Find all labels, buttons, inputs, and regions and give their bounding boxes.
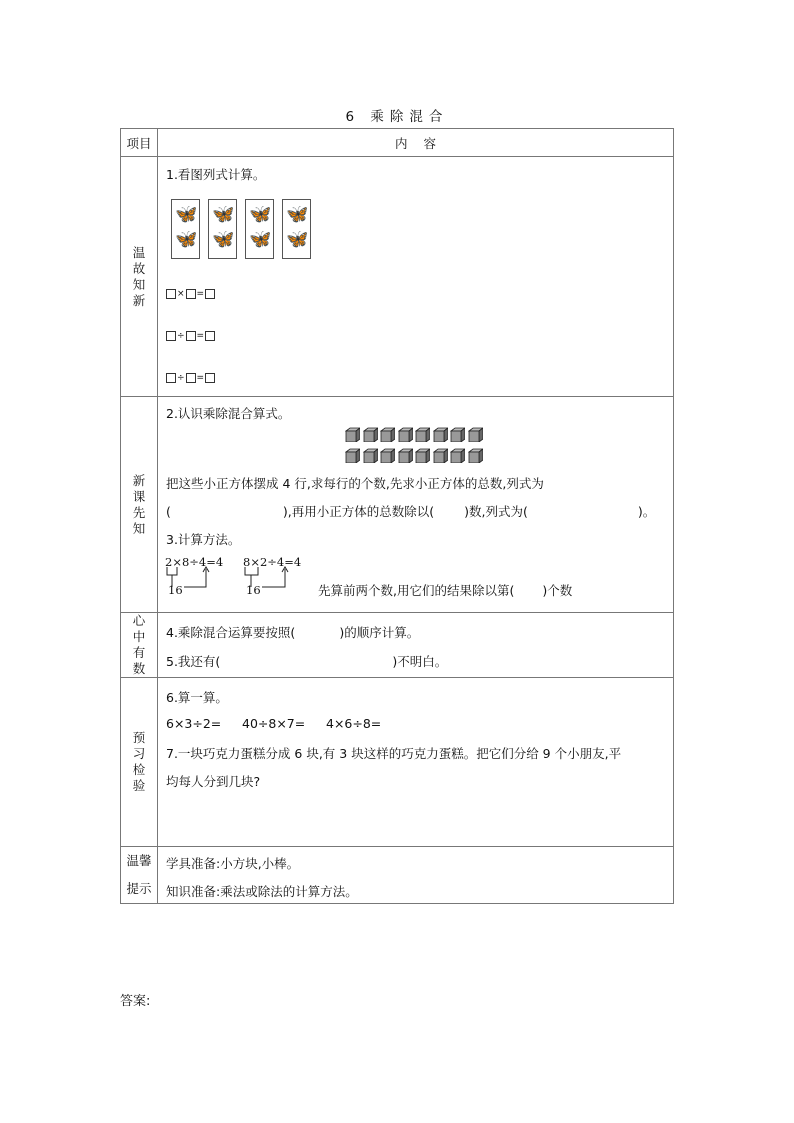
butterfly-card [282, 199, 311, 259]
answer-box[interactable] [205, 331, 215, 341]
cube-icon [363, 448, 378, 463]
cube-icon [398, 448, 413, 463]
page-title: 6 乘除混合 [345, 109, 449, 125]
operator: ÷ [177, 330, 185, 341]
cube-icon [415, 427, 430, 442]
question-6: 6.算一算。 [166, 690, 228, 705]
butterfly-icon: 🦋 [286, 204, 309, 225]
answer-box[interactable] [186, 331, 196, 341]
calc-subtotal-1: 16 [168, 583, 183, 597]
answer-box[interactable] [205, 373, 215, 383]
section-label-preview [121, 397, 158, 613]
question-1: 1.看图列式计算。 [166, 167, 266, 182]
tips-label-1: 温馨 [126, 853, 152, 868]
text-segment: 4.乘除混合运算要按照( [166, 625, 296, 640]
method-text [318, 581, 572, 599]
section-label-tips [121, 847, 158, 904]
text-segment: )不明白。 [392, 654, 448, 669]
answer-box[interactable] [205, 289, 215, 299]
butterfly-icon: 🦋 [249, 204, 272, 225]
text-segment: )数,列式为( [464, 504, 528, 519]
answer-box[interactable] [186, 373, 196, 383]
cube-icon [433, 427, 448, 442]
review-label: 温故知新 [132, 244, 146, 308]
blank-equation-div-1: ÷ = [166, 327, 215, 342]
cube-icon [380, 448, 395, 463]
cube-icon [433, 448, 448, 463]
header-content [158, 129, 674, 157]
answer-label: 答案: [120, 994, 151, 1009]
text-segment: )个数 [542, 583, 573, 598]
section-heart [158, 613, 674, 678]
paren-close: )。 [637, 504, 656, 519]
tip-knowledge: 知识准备:乘法或除法的计算方法。 [166, 884, 358, 899]
question-4 [166, 623, 419, 641]
butterfly-card [245, 199, 274, 259]
section-label-heart [121, 613, 158, 678]
paren-open: ( [166, 504, 171, 519]
operator: ÷ [177, 372, 185, 383]
question-3: 3.计算方法。 [166, 532, 241, 547]
butterfly-icon: 🦋 [249, 229, 272, 250]
answer-box[interactable] [186, 289, 196, 299]
section-check [158, 678, 674, 847]
cube-icon [363, 427, 378, 442]
cube-icon [345, 448, 360, 463]
text-segment: ),再用小正方体的总数除以( [282, 504, 435, 519]
cube-icon [398, 427, 413, 442]
cube-icon [450, 427, 465, 442]
blank-equation-div-2: ÷ = [166, 369, 215, 384]
calc-example-1: 2×8÷4=4 [165, 555, 224, 569]
butterfly-icon: 🦋 [212, 204, 235, 225]
butterfly-card [208, 199, 237, 259]
butterfly-icon: 🦋 [286, 229, 309, 250]
lesson-table [120, 128, 674, 904]
check-label: 预习检验 [132, 730, 146, 793]
question-7-line2: 均每人分到几块? [166, 774, 261, 789]
blank-equation-mul: × = [166, 285, 215, 300]
calc-example-2: 8×2÷4=4 [243, 555, 302, 569]
question-2: 2.认识乘除混合算式。 [166, 406, 291, 421]
question-2-blanks [166, 502, 655, 520]
text-segment: 5.我还有( [166, 654, 221, 669]
expression: 40÷8×7= [242, 716, 306, 731]
cube-icon [415, 448, 430, 463]
expression: 4×6÷8= [326, 716, 382, 731]
cube-icon [468, 448, 483, 463]
tips-label-2: 提示 [126, 881, 152, 896]
calc-subtotal-2: 16 [246, 583, 261, 597]
question-7-line1: 7.一块巧克力蛋糕分成 6 块,有 3 块这样的巧克力蛋糕。把它们分给 9 个小朋友,平 [166, 746, 622, 761]
cube-icon [468, 427, 483, 442]
header-item-label: 项目 [126, 135, 152, 151]
answer-box[interactable] [166, 373, 176, 383]
header-item [121, 129, 158, 157]
question-5 [166, 652, 447, 670]
section-label-check [121, 678, 158, 847]
section-preview [158, 397, 674, 613]
cube-icon [450, 448, 465, 463]
answer-box[interactable] [166, 289, 176, 299]
butterfly-icon: 🦋 [175, 204, 198, 225]
butterfly-card [171, 199, 200, 259]
cube-icon [380, 427, 395, 442]
tip-tools: 学具准备:小方块,小棒。 [166, 856, 300, 871]
preview-label: 新课先知 [132, 472, 146, 536]
cube-icon [345, 427, 360, 442]
section-review [158, 157, 674, 397]
text-segment: 先算前两个数,用它们的结果除以第( [318, 583, 515, 598]
header-content-label: 内 容 [395, 135, 436, 151]
question-2-text: 把这些小正方体摆成 4 行,求每行的个数,先求小正方体的总数,列式为 [166, 476, 544, 491]
heart-label: 心中有数 [132, 613, 146, 676]
section-tips [158, 847, 674, 904]
operator: × [177, 288, 185, 299]
butterfly-icon: 🦋 [212, 229, 235, 250]
expression: 6×3÷2= [166, 716, 222, 731]
butterfly-icon: 🦋 [175, 229, 198, 250]
section-label-review [121, 157, 158, 397]
answer-box[interactable] [166, 331, 176, 341]
text-segment: )的顺序计算。 [339, 625, 420, 640]
